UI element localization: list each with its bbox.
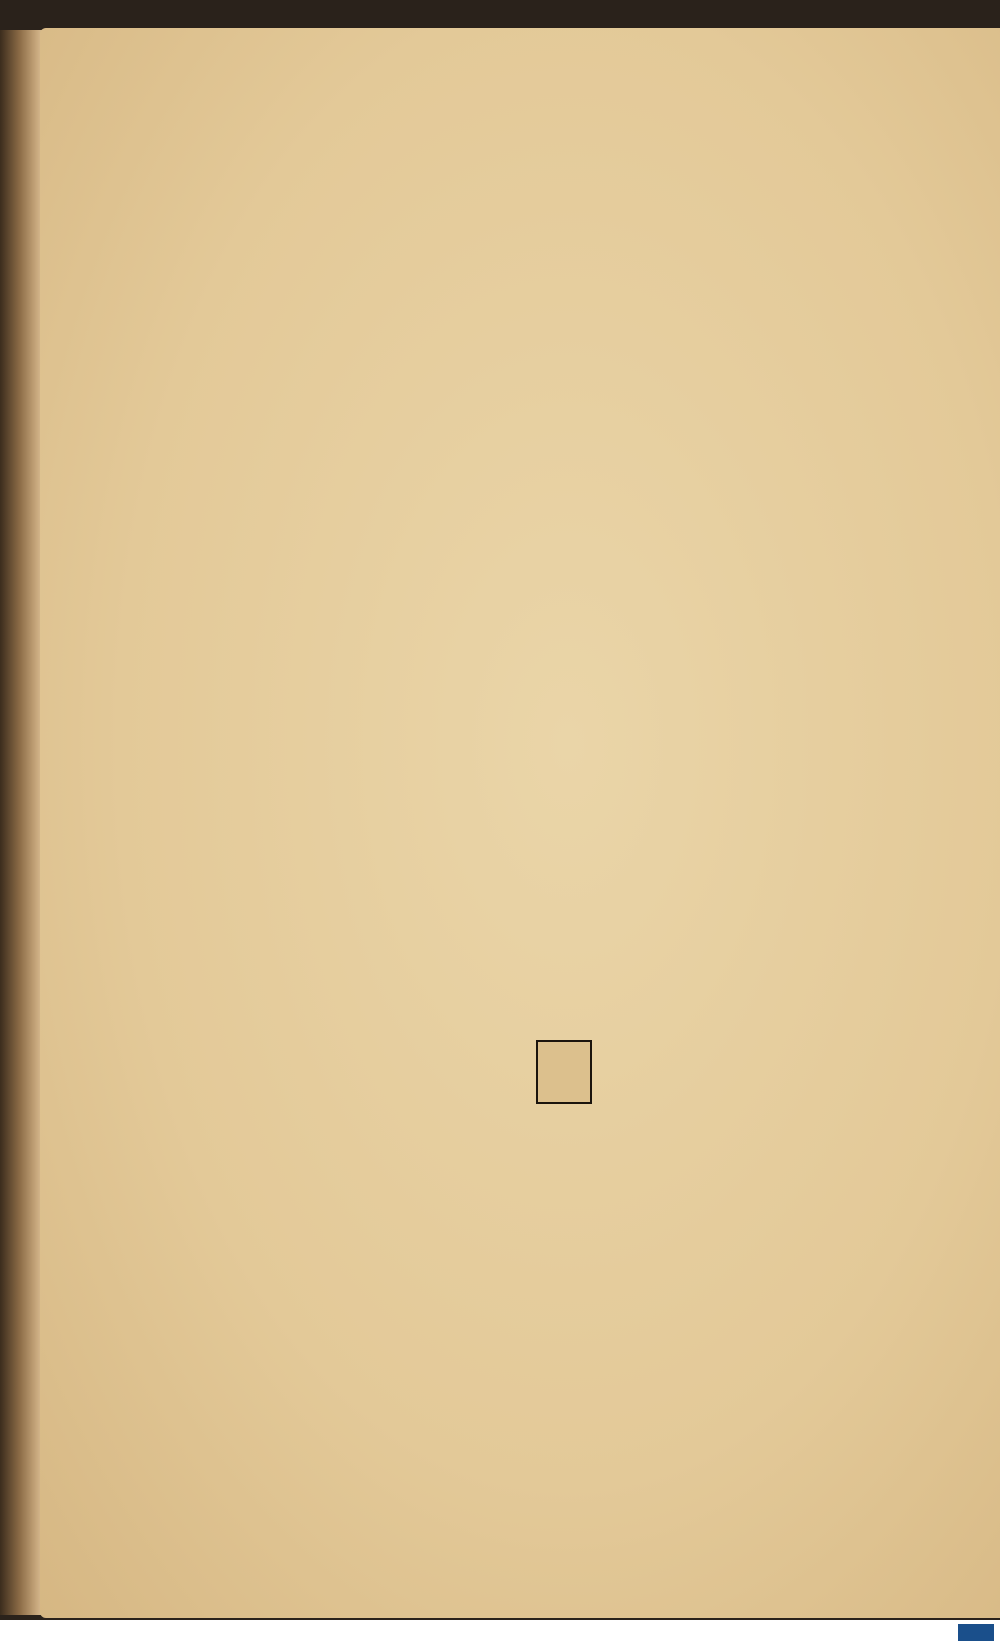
book-page [40,28,1000,1618]
dropcap-initial [536,1040,592,1104]
footer-bar [0,1620,1000,1647]
dfg-logo [958,1624,994,1641]
